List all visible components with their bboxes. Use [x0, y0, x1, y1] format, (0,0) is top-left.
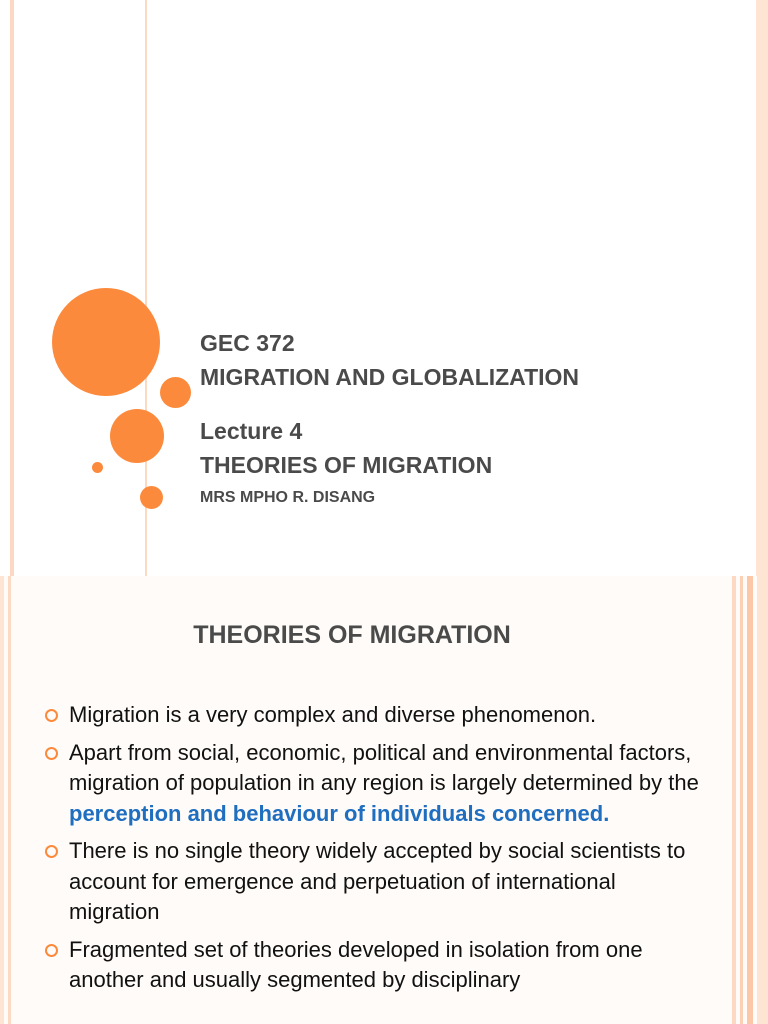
decorative-circle-medium [110, 409, 164, 463]
left-stripe [10, 0, 14, 576]
course-code: GEC 372 [200, 330, 295, 356]
decorative-circle-tiny [140, 486, 163, 509]
bullet-ring-icon [45, 944, 58, 957]
bullet-text: Apart from social, economic, political and environmental factors, migration of population in any region is largely determined by the [69, 739, 699, 795]
list-item [45, 935, 705, 996]
bullet-ring-icon [45, 709, 58, 722]
right-stripe-2 [740, 576, 743, 1024]
bullet-text: Fragmented set of theories developed in isolation from one another and usually segmented by disciplinary [69, 936, 643, 992]
content-slide [0, 576, 768, 1024]
bullet-ring-icon [45, 845, 58, 858]
bullet-ring-icon [45, 747, 58, 760]
decorative-circle-dot [92, 462, 103, 473]
slide-title: THEORIES OF MIGRATION [193, 621, 511, 649]
lecture-number: Lecture 4 [200, 418, 303, 444]
bullet-text: Migration is a very complex and diverse phenomenon. [69, 702, 597, 727]
list-item [45, 700, 705, 731]
bullet-list [45, 700, 705, 1003]
course-title: MIGRATION AND GLOBALIZATION [200, 364, 580, 390]
right-stripe-1 [732, 576, 736, 1024]
title-block [200, 326, 579, 508]
list-item [45, 738, 705, 830]
bullet-text: There is no single theory widely accepted by social scientists to account for emergence and perpetuation of international migration [69, 838, 686, 924]
list-item [45, 836, 705, 928]
right-stripe-4 [757, 576, 768, 1024]
highlighted-text: perception and behaviour of individuals concerned. [69, 800, 610, 826]
decorative-circle-large [52, 288, 160, 396]
lecture-topic: THEORIES OF MIGRATION [200, 452, 493, 478]
right-stripe-3 [747, 576, 753, 1024]
right-stripe [756, 0, 768, 576]
decorative-circle-small [160, 377, 191, 408]
author-name: MRS MPHO R. DISANG [200, 489, 376, 506]
